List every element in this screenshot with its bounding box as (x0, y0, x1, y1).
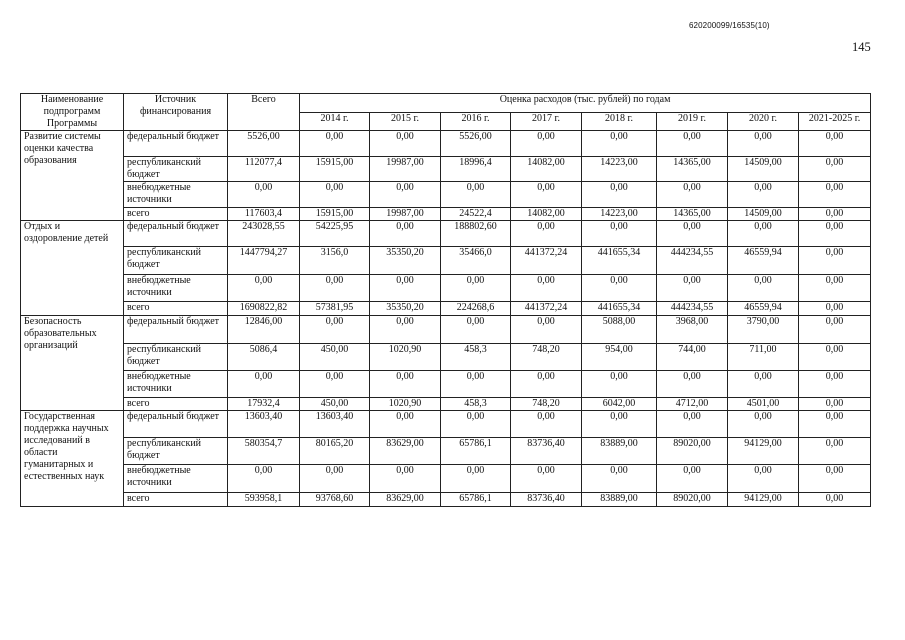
year-value: 0,00 (799, 438, 871, 465)
year-value: 46559,94 (728, 247, 799, 275)
year-value: 94129,00 (728, 493, 799, 507)
header-program: Наименование подпрограмм Программы (21, 94, 124, 131)
year-value: 83629,00 (370, 438, 441, 465)
header-year: 2020 г. (728, 112, 799, 131)
year-value: 0,00 (799, 371, 871, 398)
year-value: 0,00 (300, 465, 370, 493)
year-value: 0,00 (370, 221, 441, 247)
year-value: 0,00 (300, 131, 370, 157)
document-id: 620200099/16535(10) (689, 21, 770, 30)
table-row (21, 302, 871, 316)
year-value: 0,00 (511, 371, 582, 398)
year-value: 0,00 (370, 131, 441, 157)
year-value: 0,00 (511, 182, 582, 208)
year-value: 3968,00 (657, 316, 728, 344)
year-value: 0,00 (582, 465, 657, 493)
year-value: 65786,1 (441, 493, 511, 507)
year-value: 57381,95 (300, 302, 370, 316)
year-value: 0,00 (370, 371, 441, 398)
year-value: 0,00 (728, 221, 799, 247)
year-value: 94129,00 (728, 438, 799, 465)
table-row (21, 438, 871, 465)
funding-source: внебюджетные источники (124, 465, 228, 493)
year-value: 0,00 (728, 182, 799, 208)
header-year: 2017 г. (511, 112, 582, 131)
year-value: 0,00 (799, 131, 871, 157)
year-value: 83889,00 (582, 438, 657, 465)
year-value: 450,00 (300, 398, 370, 411)
funding-source: федеральный бюджет (124, 316, 228, 344)
year-value: 0,00 (799, 493, 871, 507)
total-value: 1690822,82 (228, 302, 300, 316)
year-value: 0,00 (370, 316, 441, 344)
funding-source: федеральный бюджет (124, 411, 228, 438)
table-row (21, 398, 871, 411)
year-value: 18996,4 (441, 157, 511, 182)
program-name: Развитие системы оценки качества образования (21, 131, 124, 221)
year-value: 0,00 (799, 411, 871, 438)
year-value: 441372,24 (511, 247, 582, 275)
total-value: 593958,1 (228, 493, 300, 507)
year-value: 5088,00 (582, 316, 657, 344)
funding-source: всего (124, 398, 228, 411)
year-value: 0,00 (441, 275, 511, 302)
funding-source: республиканский бюджет (124, 157, 228, 182)
total-value: 17932,4 (228, 398, 300, 411)
table-row (21, 208, 871, 221)
table-row (21, 316, 871, 344)
table-row (21, 371, 871, 398)
year-value: 0,00 (799, 247, 871, 275)
program-name: Отдых и оздоровление детей (21, 221, 124, 316)
year-value: 458,3 (441, 344, 511, 371)
year-value: 0,00 (511, 221, 582, 247)
year-value: 0,00 (441, 371, 511, 398)
year-value: 35350,20 (370, 302, 441, 316)
year-value: 14509,00 (728, 157, 799, 182)
year-value: 35466,0 (441, 247, 511, 275)
year-value: 744,00 (657, 344, 728, 371)
total-value: 580354,7 (228, 438, 300, 465)
header-year: 2015 г. (370, 112, 441, 131)
year-value: 0,00 (300, 316, 370, 344)
year-value: 0,00 (300, 371, 370, 398)
year-value: 0,00 (799, 157, 871, 182)
year-value: 6042,00 (582, 398, 657, 411)
year-value: 188802,60 (441, 221, 511, 247)
header-year: 2014 г. (300, 112, 370, 131)
year-value: 1020,90 (370, 398, 441, 411)
year-value: 0,00 (582, 371, 657, 398)
year-value: 711,00 (728, 344, 799, 371)
year-value: 0,00 (441, 411, 511, 438)
year-value: 748,20 (511, 398, 582, 411)
year-value: 444234,55 (657, 302, 728, 316)
funding-source: всего (124, 208, 228, 221)
header-source: Источник финансирования (124, 94, 228, 131)
year-value: 83736,40 (511, 493, 582, 507)
total-value: 0,00 (228, 275, 300, 302)
total-value: 0,00 (228, 371, 300, 398)
year-value: 0,00 (799, 275, 871, 302)
year-value: 0,00 (582, 221, 657, 247)
funding-source: республиканский бюджет (124, 344, 228, 371)
funding-source: внебюджетные источники (124, 275, 228, 302)
year-value: 0,00 (728, 131, 799, 157)
funding-source: республиканский бюджет (124, 247, 228, 275)
program-name: Государственная поддержка научных исследований в области гуманитарных и естественных наук (21, 411, 124, 507)
year-value: 83736,40 (511, 438, 582, 465)
funding-source: всего (124, 302, 228, 316)
year-value: 93768,60 (300, 493, 370, 507)
year-value: 89020,00 (657, 493, 728, 507)
year-value: 0,00 (657, 275, 728, 302)
table-row (21, 493, 871, 507)
year-value: 0,00 (370, 411, 441, 438)
total-value: 243028,55 (228, 221, 300, 247)
year-value: 35350,20 (370, 247, 441, 275)
year-value: 0,00 (370, 465, 441, 493)
year-value: 4501,00 (728, 398, 799, 411)
year-value: 1020,90 (370, 344, 441, 371)
year-value: 441372,24 (511, 302, 582, 316)
year-value: 0,00 (657, 182, 728, 208)
year-value: 80165,20 (300, 438, 370, 465)
budget-table (20, 93, 871, 507)
year-value: 0,00 (511, 131, 582, 157)
year-value: 0,00 (657, 371, 728, 398)
year-value: 441655,34 (582, 247, 657, 275)
table-row (21, 411, 871, 438)
total-value: 1447794,27 (228, 247, 300, 275)
table-row (21, 221, 871, 247)
year-value: 14365,00 (657, 157, 728, 182)
year-value: 0,00 (799, 465, 871, 493)
table-row (21, 247, 871, 275)
funding-source: федеральный бюджет (124, 131, 228, 157)
table-row (21, 465, 871, 493)
year-value: 0,00 (300, 275, 370, 302)
year-value: 0,00 (300, 182, 370, 208)
program-name: Безопасность образовательных организаций (21, 316, 124, 411)
year-value: 14365,00 (657, 208, 728, 221)
total-value: 5526,00 (228, 131, 300, 157)
year-value: 954,00 (582, 344, 657, 371)
year-value: 0,00 (370, 275, 441, 302)
table-row (21, 344, 871, 371)
total-value: 13603,40 (228, 411, 300, 438)
year-value: 14082,00 (511, 157, 582, 182)
year-value: 0,00 (657, 221, 728, 247)
year-value: 458,3 (441, 398, 511, 411)
year-value: 0,00 (728, 371, 799, 398)
funding-source: внебюджетные источники (124, 371, 228, 398)
year-value: 0,00 (511, 465, 582, 493)
year-value: 0,00 (799, 344, 871, 371)
funding-source: внебюджетные источники (124, 182, 228, 208)
year-value: 19987,00 (370, 157, 441, 182)
total-value: 117603,4 (228, 208, 300, 221)
total-value: 5086,4 (228, 344, 300, 371)
year-value: 0,00 (657, 465, 728, 493)
year-value: 0,00 (511, 411, 582, 438)
year-value: 54225,95 (300, 221, 370, 247)
year-value: 0,00 (511, 275, 582, 302)
year-value: 0,00 (799, 221, 871, 247)
year-value: 0,00 (582, 275, 657, 302)
total-value: 0,00 (228, 465, 300, 493)
year-value: 0,00 (728, 411, 799, 438)
year-value: 15915,00 (300, 208, 370, 221)
table-header-row (21, 94, 871, 113)
year-value: 3156,0 (300, 247, 370, 275)
year-value: 0,00 (441, 182, 511, 208)
year-value: 0,00 (657, 411, 728, 438)
year-value: 14223,00 (582, 157, 657, 182)
funding-source: федеральный бюджет (124, 221, 228, 247)
header-total: Всего (228, 94, 300, 131)
year-value: 5526,00 (441, 131, 511, 157)
year-value: 224268,6 (441, 302, 511, 316)
year-value: 0,00 (511, 316, 582, 344)
year-value: 15915,00 (300, 157, 370, 182)
year-value: 0,00 (799, 208, 871, 221)
funding-source: республиканский бюджет (124, 438, 228, 465)
header-year: 2019 г. (657, 112, 728, 131)
year-value: 13603,40 (300, 411, 370, 438)
table-row (21, 275, 871, 302)
header-year: 2016 г. (441, 112, 511, 131)
year-value: 19987,00 (370, 208, 441, 221)
header-year: 2018 г. (582, 112, 657, 131)
year-value: 83889,00 (582, 493, 657, 507)
year-value: 4712,00 (657, 398, 728, 411)
year-value: 46559,94 (728, 302, 799, 316)
year-value: 0,00 (799, 398, 871, 411)
year-value: 14509,00 (728, 208, 799, 221)
total-value: 112077,4 (228, 157, 300, 182)
header-years-group: Оценка расходов (тыс. рублей) по годам (300, 94, 871, 113)
page-number: 145 (852, 40, 871, 54)
year-value: 450,00 (300, 344, 370, 371)
year-value: 0,00 (799, 316, 871, 344)
year-value: 0,00 (441, 465, 511, 493)
year-value: 0,00 (728, 275, 799, 302)
year-value: 0,00 (799, 302, 871, 316)
table-row (21, 182, 871, 208)
year-value: 14223,00 (582, 208, 657, 221)
table-row (21, 131, 871, 157)
year-value: 14082,00 (511, 208, 582, 221)
year-value: 83629,00 (370, 493, 441, 507)
year-value: 3790,00 (728, 316, 799, 344)
year-value: 89020,00 (657, 438, 728, 465)
header-year: 2021-2025 г. (799, 112, 871, 131)
year-value: 24522,4 (441, 208, 511, 221)
total-value: 0,00 (228, 182, 300, 208)
funding-source: всего (124, 493, 228, 507)
year-value: 0,00 (441, 316, 511, 344)
year-value: 0,00 (582, 182, 657, 208)
year-value: 0,00 (657, 131, 728, 157)
year-value: 441655,34 (582, 302, 657, 316)
total-value: 12846,00 (228, 316, 300, 344)
year-value: 444234,55 (657, 247, 728, 275)
table-row (21, 157, 871, 182)
year-value: 0,00 (582, 411, 657, 438)
year-value: 0,00 (582, 131, 657, 157)
year-value: 0,00 (799, 182, 871, 208)
year-value: 0,00 (370, 182, 441, 208)
year-value: 748,20 (511, 344, 582, 371)
year-value: 65786,1 (441, 438, 511, 465)
year-value: 0,00 (728, 465, 799, 493)
